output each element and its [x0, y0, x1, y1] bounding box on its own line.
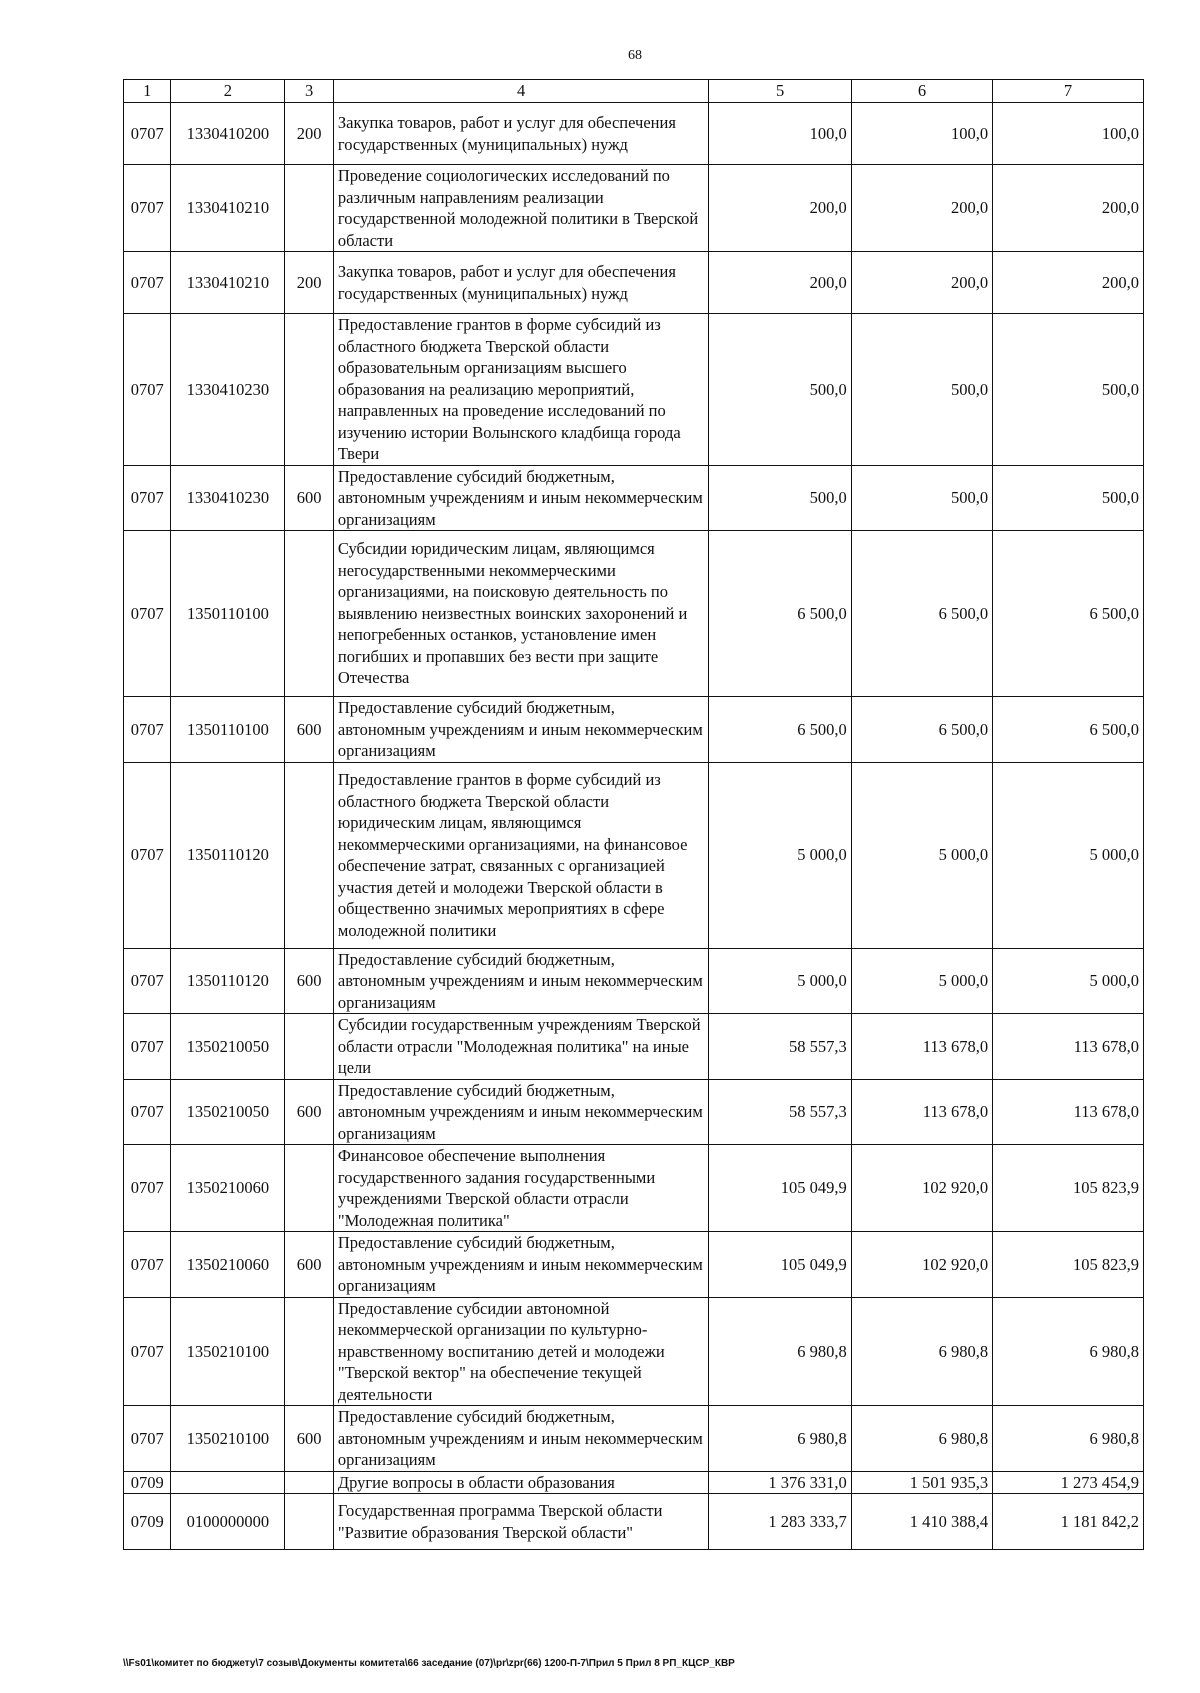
amount-col6-cell: 5 000,0: [851, 762, 992, 948]
expense-type-cell: [285, 1297, 334, 1406]
description-cell: Закупка товаров, работ и услуг для обеспечения государственных (муниципальных) нужд: [333, 103, 709, 165]
section-code-cell: 0707: [124, 165, 171, 252]
amount-col5-cell: 58 557,3: [709, 1014, 851, 1080]
amount-col6-cell: 200,0: [851, 252, 992, 314]
header-col-6: 6: [851, 80, 992, 103]
table-row: [124, 252, 1144, 314]
amount-col6-cell: 6 980,8: [851, 1406, 992, 1472]
table-row: [124, 1297, 1144, 1406]
section-code-cell: 0707: [124, 1079, 171, 1145]
amount-col6-cell: 500,0: [851, 465, 992, 531]
target-article-cell: 1330410200: [171, 103, 285, 165]
target-article-cell: 1350110120: [171, 948, 285, 1014]
amount-col6-cell: 200,0: [851, 165, 992, 252]
header-col-2: 2: [171, 80, 285, 103]
amount-col5-cell: 58 557,3: [709, 1079, 851, 1145]
target-article-cell: 1330410230: [171, 314, 285, 466]
description-cell: Другие вопросы в области образования: [333, 1471, 709, 1494]
table-row: [124, 1232, 1144, 1298]
target-article-cell: 1350210060: [171, 1145, 285, 1232]
target-article-cell: 1350110100: [171, 697, 285, 763]
amount-col7-cell: 500,0: [993, 314, 1144, 466]
description-cell: Предоставление грантов в форме субсидий из областного бюджета Тверской области юридическим лицам, являющимся некоммерческими организациями, на финансовое обеспечение затрат, связанных с организацией участия детей и молодежи Тверской области в общественно значимых мероприятиях в сфере молодежной политики: [333, 762, 709, 948]
description-cell: Финансовое обеспечение выполнения государственного задания государственными учреждениями Тверской области отрасли "Молодежная политика": [333, 1145, 709, 1232]
section-code-cell: 0707: [124, 697, 171, 763]
section-code-cell: 0707: [124, 1406, 171, 1472]
section-code-cell: 0707: [124, 531, 171, 697]
header-col-7: 7: [993, 80, 1144, 103]
amount-col7-cell: 6 980,8: [993, 1297, 1144, 1406]
target-article-cell: [171, 1471, 285, 1494]
expense-type-cell: [285, 762, 334, 948]
expense-type-cell: 600: [285, 465, 334, 531]
amount-col7-cell: 1 273 454,9: [993, 1471, 1144, 1494]
expense-type-cell: [285, 1014, 334, 1080]
amount-col5-cell: 1 376 331,0: [709, 1471, 851, 1494]
amount-col7-cell: 5 000,0: [993, 948, 1144, 1014]
description-cell: Предоставление субсидий бюджетным, автономным учреждениям и иным некоммерческим организациям: [333, 1079, 709, 1145]
target-article-cell: 1350210050: [171, 1079, 285, 1145]
description-cell: Предоставление субсидий бюджетным, автономным учреждениям и иным некоммерческим организациям: [333, 948, 709, 1014]
expense-type-cell: 600: [285, 948, 334, 1014]
amount-col5-cell: 500,0: [709, 465, 851, 531]
amount-col6-cell: 500,0: [851, 314, 992, 466]
table-body: [124, 103, 1144, 1550]
amount-col6-cell: 102 920,0: [851, 1145, 992, 1232]
expense-type-cell: 600: [285, 697, 334, 763]
amount-col7-cell: 100,0: [993, 103, 1144, 165]
table-row: [124, 1079, 1144, 1145]
description-cell: Проведение социологических исследований по различным направлениям реализации государственной молодежной политики в Тверской области: [333, 165, 709, 252]
description-cell: Предоставление субсидий бюджетным, автономным учреждениям и иным некоммерческим организациям: [333, 1406, 709, 1472]
amount-col7-cell: 105 823,9: [993, 1145, 1144, 1232]
target-article-cell: 1330410210: [171, 252, 285, 314]
amount-col5-cell: 6 980,8: [709, 1406, 851, 1472]
section-code-cell: 0707: [124, 1014, 171, 1080]
header-col-3: 3: [285, 80, 334, 103]
amount-col5-cell: 200,0: [709, 165, 851, 252]
amount-col6-cell: 113 678,0: [851, 1014, 992, 1080]
description-cell: Государственная программа Тверской области "Развитие образования Тверской области": [333, 1494, 709, 1550]
amount-col5-cell: 105 049,9: [709, 1145, 851, 1232]
expense-type-cell: 600: [285, 1232, 334, 1298]
amount-col5-cell: 6 980,8: [709, 1297, 851, 1406]
section-code-cell: 0707: [124, 252, 171, 314]
amount-col7-cell: 200,0: [993, 165, 1144, 252]
page-number: 68: [628, 48, 642, 63]
target-article-cell: 1350110100: [171, 531, 285, 697]
file-path-footer: \\Fs01\комитет по бюджету\7 созыв\Документы комитета\66 заседание (07)\pr\zpr(66) 1200-П-7\Прил 5 Прил 8 РП_КЦСР_КВР: [123, 1658, 735, 1669]
description-cell: Предоставление субсидий бюджетным, автономным учреждениям и иным некоммерческим организациям: [333, 1232, 709, 1298]
amount-col6-cell: 1 410 388,4: [851, 1494, 992, 1550]
target-article-cell: 1330410230: [171, 465, 285, 531]
target-article-cell: 1350210100: [171, 1406, 285, 1472]
table-row: [124, 1471, 1144, 1494]
expense-type-cell: [285, 165, 334, 252]
section-code-cell: 0707: [124, 948, 171, 1014]
table-row: [124, 465, 1144, 531]
table-row: [124, 762, 1144, 948]
target-article-cell: 1350210100: [171, 1297, 285, 1406]
amount-col7-cell: 5 000,0: [993, 762, 1144, 948]
amount-col6-cell: 5 000,0: [851, 948, 992, 1014]
description-cell: Закупка товаров, работ и услуг для обеспечения государственных (муниципальных) нужд: [333, 252, 709, 314]
section-code-cell: 0707: [124, 1232, 171, 1298]
amount-col7-cell: 6 500,0: [993, 531, 1144, 697]
amount-col7-cell: 6 980,8: [993, 1406, 1144, 1472]
section-code-cell: 0707: [124, 1145, 171, 1232]
expense-type-cell: 600: [285, 1079, 334, 1145]
amount-col6-cell: 1 501 935,3: [851, 1471, 992, 1494]
header-col-1: 1: [124, 80, 171, 103]
section-code-cell: 0709: [124, 1471, 171, 1494]
budget-table: [123, 79, 1144, 1550]
description-cell: Субсидии государственным учреждениям Тверской области отрасли "Молодежная политика" на иные цели: [333, 1014, 709, 1080]
amount-col7-cell: 500,0: [993, 465, 1144, 531]
expense-type-cell: 600: [285, 1406, 334, 1472]
amount-col6-cell: 113 678,0: [851, 1079, 992, 1145]
header-row: [124, 80, 1144, 103]
table-row: [124, 1145, 1144, 1232]
amount-col6-cell: 6 500,0: [851, 697, 992, 763]
amount-col7-cell: 1 181 842,2: [993, 1494, 1144, 1550]
table-row: [124, 531, 1144, 697]
expense-type-cell: [285, 531, 334, 697]
target-article-cell: 1330410210: [171, 165, 285, 252]
amount-col7-cell: 113 678,0: [993, 1079, 1144, 1145]
amount-col5-cell: 5 000,0: [709, 762, 851, 948]
target-article-cell: 1350210050: [171, 1014, 285, 1080]
description-cell: Субсидии юридическим лицам, являющимся негосударственными некоммерческими организациями, на поисковую деятельность по выявлению неизвестных воинских захоронений и непогребенных останков, установление имен погибших и пропавших без вести при защите Отечества: [333, 531, 709, 697]
description-cell: Предоставление грантов в форме субсидий из областного бюджета Тверской области образовательным организациям высшего образования на реализацию мероприятий, направленных на проведение исследований по изучению истории Волынского кладбища города Твери: [333, 314, 709, 466]
amount-col5-cell: 100,0: [709, 103, 851, 165]
table-row: [124, 697, 1144, 763]
target-article-cell: 1350210060: [171, 1232, 285, 1298]
expense-type-cell: [285, 314, 334, 466]
amount-col7-cell: 105 823,9: [993, 1232, 1144, 1298]
amount-col5-cell: 1 283 333,7: [709, 1494, 851, 1550]
amount-col5-cell: 200,0: [709, 252, 851, 314]
header-col-5: 5: [709, 80, 851, 103]
amount-col5-cell: 105 049,9: [709, 1232, 851, 1298]
section-code-cell: 0707: [124, 103, 171, 165]
amount-col5-cell: 5 000,0: [709, 948, 851, 1014]
amount-col6-cell: 6 980,8: [851, 1297, 992, 1406]
description-cell: Предоставление субсидий бюджетным, автономным учреждениям и иным некоммерческим организациям: [333, 465, 709, 531]
amount-col6-cell: 102 920,0: [851, 1232, 992, 1298]
section-code-cell: 0707: [124, 762, 171, 948]
amount-col5-cell: 6 500,0: [709, 531, 851, 697]
table-row: [124, 1406, 1144, 1472]
section-code-cell: 0707: [124, 465, 171, 531]
expense-type-cell: [285, 1145, 334, 1232]
header-col-4: 4: [333, 80, 709, 103]
table-row: [124, 948, 1144, 1014]
target-article-cell: 1350110120: [171, 762, 285, 948]
section-code-cell: 0707: [124, 314, 171, 466]
table-row: [124, 314, 1144, 466]
description-cell: Предоставление субсидий бюджетным, автономным учреждениям и иным некоммерческим организациям: [333, 697, 709, 763]
amount-col6-cell: 100,0: [851, 103, 992, 165]
expense-type-cell: 200: [285, 103, 334, 165]
section-code-cell: 0709: [124, 1494, 171, 1550]
table-row: [124, 165, 1144, 252]
amount-col5-cell: 500,0: [709, 314, 851, 466]
description-cell: Предоставление субсидии автономной некоммерческой организации по культурно-нравственному воспитанию детей и молодежи "Тверской вектор" на обеспечение текущей деятельности: [333, 1297, 709, 1406]
amount-col7-cell: 6 500,0: [993, 697, 1144, 763]
table-row: [124, 103, 1144, 165]
expense-type-cell: [285, 1471, 334, 1494]
expense-type-cell: 200: [285, 252, 334, 314]
expense-type-cell: [285, 1494, 334, 1550]
amount-col5-cell: 6 500,0: [709, 697, 851, 763]
section-code-cell: 0707: [124, 1297, 171, 1406]
amount-col7-cell: 200,0: [993, 252, 1144, 314]
target-article-cell: 0100000000: [171, 1494, 285, 1550]
amount-col7-cell: 113 678,0: [993, 1014, 1144, 1080]
table-row: [124, 1494, 1144, 1550]
amount-col6-cell: 6 500,0: [851, 531, 992, 697]
table-row: [124, 1014, 1144, 1080]
